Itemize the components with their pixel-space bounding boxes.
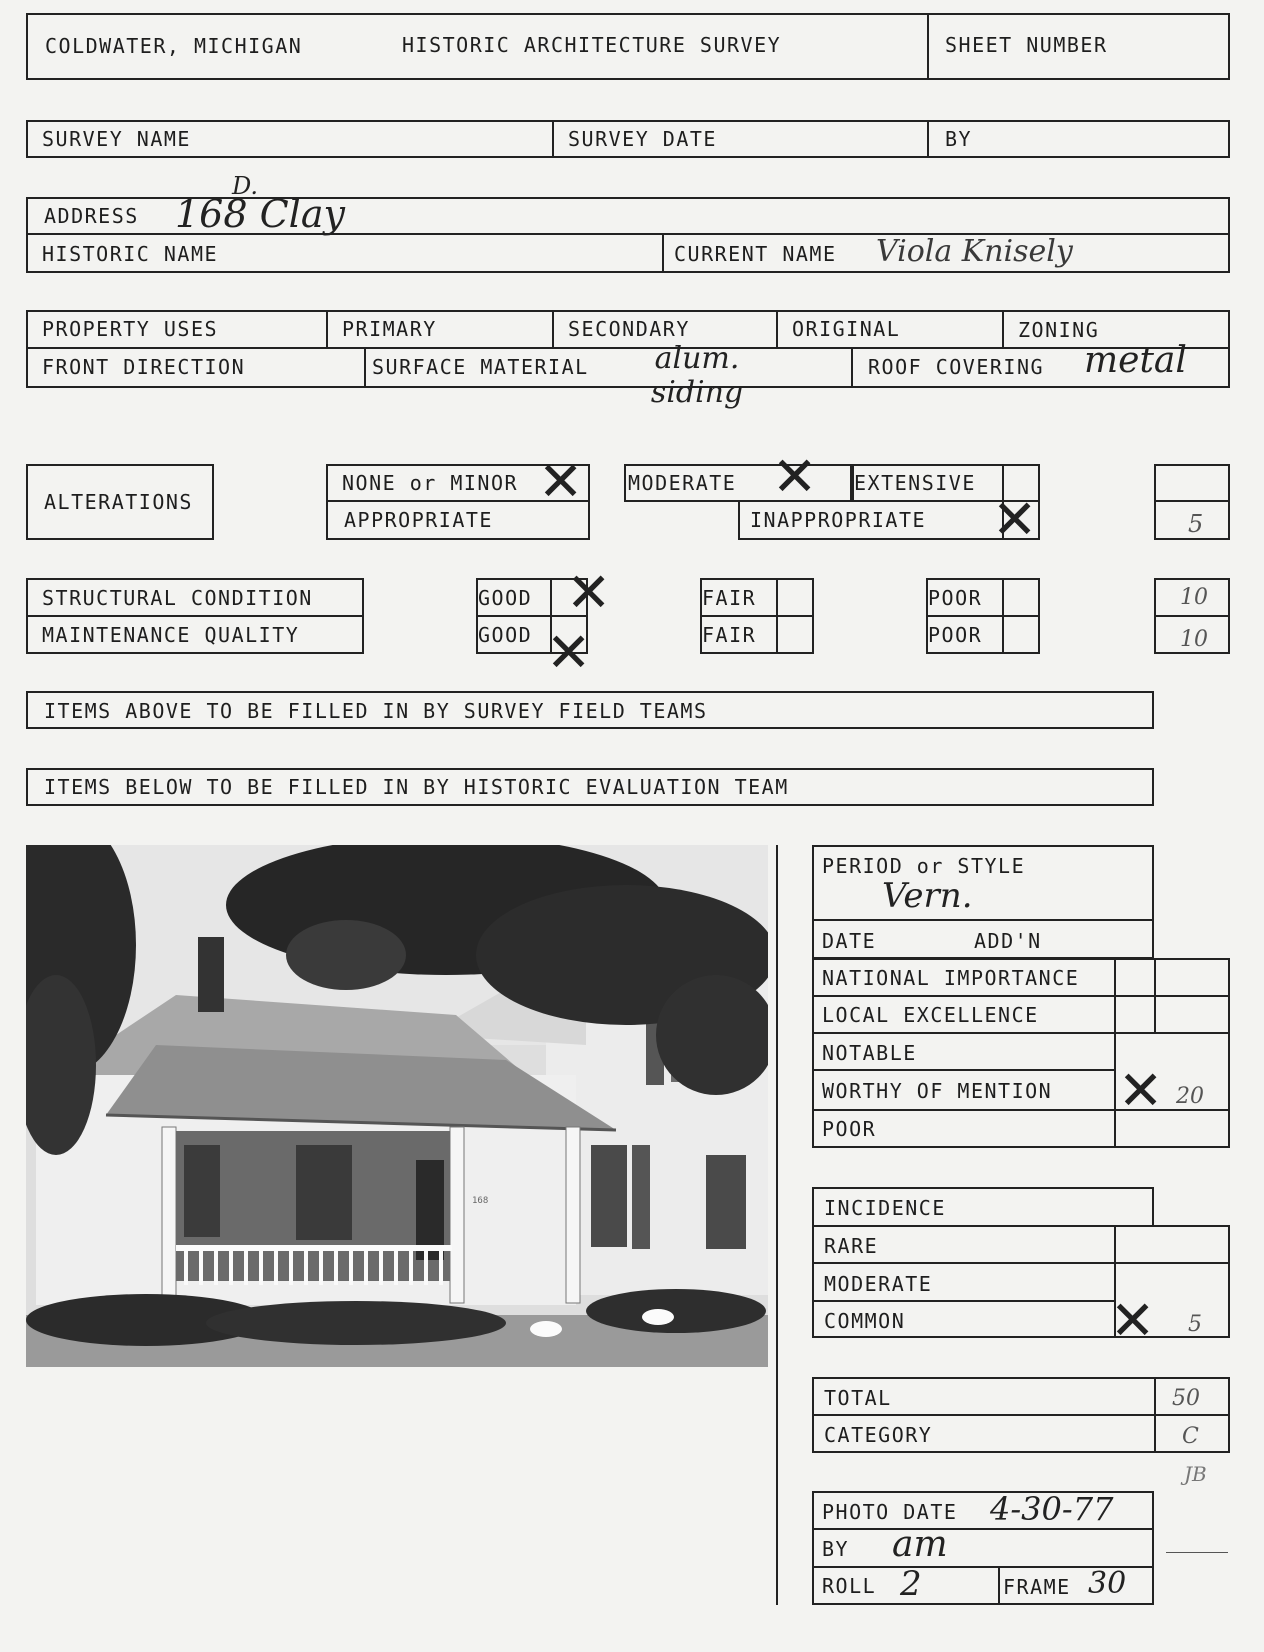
importance-row-2: [812, 1032, 1230, 1034]
alterations-label: ALTERATIONS: [44, 490, 193, 514]
appropriate-label: APPROPRIATE: [344, 508, 493, 532]
secondary-label: SECONDARY: [568, 317, 690, 341]
survey-divider-2: [927, 120, 929, 158]
category-value: C: [1182, 1424, 1199, 1449]
address-label: ADDRESS: [44, 204, 139, 228]
incidence-label: INCIDENCE: [824, 1196, 946, 1220]
moderate-label: MODERATE: [628, 471, 737, 495]
none-minor-label: NONE or MINOR: [342, 471, 519, 495]
photo-info-divider: [998, 1566, 1000, 1605]
none-minor-check: ✕: [538, 450, 584, 513]
uses-divider-2: [552, 310, 554, 348]
stray-mark: [1166, 1552, 1228, 1553]
initials: JB: [1184, 1462, 1207, 1486]
fair-divider-v: [776, 578, 778, 654]
poor-divider-v: [1002, 578, 1004, 654]
front-divider-2: [851, 347, 853, 388]
uses-divider-4: [1002, 310, 1004, 348]
total-value: 50: [1172, 1386, 1200, 1411]
totals-divider-h: [812, 1414, 1230, 1416]
inappropriate-check: ✕: [992, 488, 1038, 551]
importance-divider-v1: [1114, 958, 1116, 1148]
totals-divider-v: [1154, 1377, 1156, 1453]
zoning-label: ZONING: [1018, 318, 1100, 342]
survey-date-label: SURVEY DATE: [568, 127, 717, 151]
alterations-score-divider: [1154, 500, 1230, 502]
photo-right-line: [776, 845, 778, 1605]
surface-material-value: alum. siding: [650, 341, 744, 410]
historic-name-label: HISTORIC NAME: [42, 242, 219, 266]
common-label: COMMON: [824, 1309, 906, 1333]
notable-label: NOTABLE: [822, 1041, 917, 1065]
sheet-number-label: SHEET NUMBER: [945, 33, 1108, 57]
local-excellence-label: LOCAL EXCELLENCE: [822, 1003, 1039, 1027]
extensive-label: EXTENSIVE: [854, 471, 976, 495]
worthy-check: ✕: [1118, 1059, 1164, 1122]
incidence-row-1: [812, 1262, 1230, 1264]
surface-material-label: SURFACE MATERIAL: [372, 355, 589, 379]
original-label: ORIGINAL: [792, 317, 901, 341]
primary-label: PRIMARY: [342, 317, 437, 341]
below-instructions: ITEMS BELOW TO BE FILLED IN BY HISTORIC EVALUATION TEAM: [44, 775, 789, 799]
photo-by-value: am: [892, 1524, 948, 1565]
names-divider: [662, 233, 664, 273]
roof-covering-label: ROOF COVERING: [868, 355, 1045, 379]
date-label: DATE: [822, 929, 877, 953]
header-city: COLDWATER, MICHIGAN: [45, 34, 303, 58]
front-divider-1: [364, 347, 366, 388]
poor-label-maintenance: POOR: [928, 623, 983, 647]
photo-date-label: PHOTO DATE: [822, 1500, 958, 1524]
property-uses-label: PROPERTY USES: [42, 317, 219, 341]
good-structural-check: ✕: [566, 561, 612, 624]
common-check: ✕: [1110, 1289, 1156, 1352]
house-photo: [26, 845, 768, 1367]
condition-label-divider: [26, 615, 364, 617]
frame-label: FRAME: [1003, 1575, 1071, 1599]
worthy-label: WORTHY OF MENTION: [822, 1079, 1053, 1103]
total-label: TOTAL: [824, 1386, 892, 1410]
worthy-score: 20: [1176, 1084, 1204, 1109]
importance-row-4: [812, 1109, 1230, 1111]
photo-by-label: BY: [822, 1537, 850, 1561]
structural-condition-label: STRUCTURAL CONDITION: [42, 586, 313, 610]
common-score: 5: [1188, 1312, 1202, 1337]
period-value: Vern.: [882, 876, 973, 916]
fair-label-structural: FAIR: [702, 586, 757, 610]
above-instructions: ITEMS ABOVE TO BE FILLED IN BY SURVEY FIELD TEAMS: [44, 699, 708, 723]
address-value: 168 Clay: [175, 192, 345, 236]
current-name-label: CURRENT NAME: [674, 242, 837, 266]
photo-date-value: 4-30-77: [990, 1490, 1114, 1528]
survey-name-label: SURVEY NAME: [42, 127, 191, 151]
importance-row-3: [812, 1069, 1116, 1071]
addn-label: ADD'N: [974, 929, 1042, 953]
inappropriate-label: INAPPROPRIATE: [750, 508, 927, 532]
rare-label: RARE: [824, 1234, 879, 1258]
good-label-structural: GOOD: [478, 586, 533, 610]
period-label: PERIOD or STYLE: [822, 854, 1026, 878]
uses-divider-3: [776, 310, 778, 348]
poor-eval-label: POOR: [822, 1117, 877, 1141]
survey-divider-1: [552, 120, 554, 158]
fair-divider-h: [700, 615, 814, 617]
address-note: D.: [232, 172, 259, 200]
house-number: 168: [472, 1196, 489, 1206]
moderate-check: ✕: [772, 445, 818, 508]
structural-score: 10: [1180, 585, 1208, 610]
moderate-incidence-label: MODERATE: [824, 1272, 933, 1296]
uses-divider-h: [26, 347, 1230, 349]
importance-row-1: [812, 995, 1230, 997]
poor-divider-h: [926, 615, 1040, 617]
photo-info-row-1: [812, 1528, 1154, 1530]
condition-score-divider: [1154, 615, 1230, 617]
poor-label-structural: POOR: [928, 586, 983, 610]
national-importance-label: NATIONAL IMPORTANCE: [822, 966, 1080, 990]
front-direction-label: FRONT DIRECTION: [42, 355, 246, 379]
roll-value: 2: [900, 1564, 922, 1604]
good-label-maintenance: GOOD: [478, 623, 533, 647]
alterations-score: 5: [1188, 510, 1204, 538]
good-maintenance-check: ✕: [546, 621, 592, 684]
header-title: HISTORIC ARCHITECTURE SURVEY: [402, 33, 782, 57]
frame-value: 30: [1088, 1566, 1127, 1601]
roll-label: ROLL: [822, 1574, 877, 1598]
incidence-row-2: [812, 1300, 1116, 1302]
survey-by-label: BY: [945, 127, 973, 151]
uses-divider-1: [326, 310, 328, 348]
header-divider: [927, 13, 929, 80]
maintenance-quality-label: MAINTENANCE QUALITY: [42, 623, 300, 647]
fair-label-maintenance: FAIR: [702, 623, 757, 647]
maintenance-score: 10: [1180, 627, 1208, 652]
category-label: CATEGORY: [824, 1423, 933, 1447]
roof-covering-value: metal: [1084, 340, 1187, 381]
current-name-value: Viola Knisely: [876, 234, 1073, 269]
house-photo-image: [26, 845, 768, 1367]
